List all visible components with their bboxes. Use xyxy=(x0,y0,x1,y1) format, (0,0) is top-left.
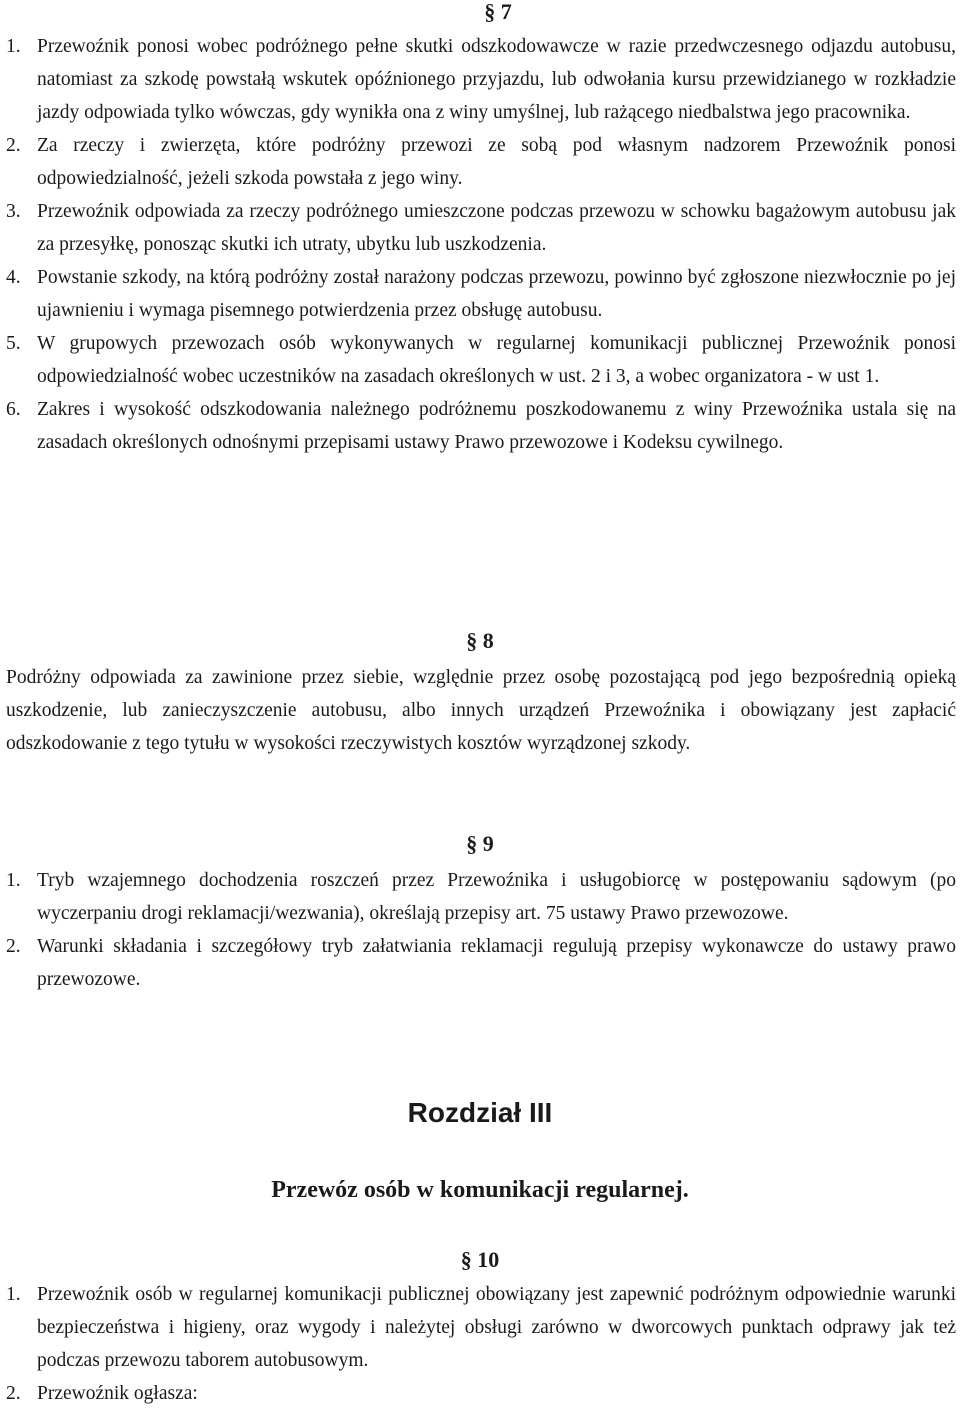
item-text: Tryb wzajemnego dochodzenia roszczeń przez Przewoźnika i usługobiorcę w postępowaniu sądowym (po wyczerpaniu drogi reklamacji/wezwania), określają przepisy art. 75 ustawy Prawo przewozowe. xyxy=(37,870,956,924)
section-7-item-6 xyxy=(6,393,956,459)
section-10-heading: § 10 xyxy=(460,1247,500,1272)
section-7-item-5 xyxy=(6,327,956,393)
section-9-heading: § 9 xyxy=(466,831,494,856)
item-text: Przewoźnik odpowiada za rzeczy podróżnego umieszczone podczas przewozu w schowku bagażowym autobusu jak za przesyłkę, ponosząc skutki ich utraty, ubytku lub uszkodzenia. xyxy=(37,201,956,255)
section-8-paragraph: Podróżny odpowiada za zawinione przez siebie, względnie przez osobę pozostającą pod jego bezpośrednią opieką uszkodzenie, lub zanieczyszczenie autobusu, albo innych urządzeń Przewoźnika i obowiązany jest zapłacić odszkodowanie z tego tytułu w wysokości rzeczywistych kosztów wyrządzonej szkody. xyxy=(6,667,956,754)
item-number: 2. xyxy=(6,1383,21,1404)
item-text: Przewoźnik osób w regularnej komunikacji publicznej obowiązany jest zapewnić podróżnym odpowiednie warunki bezpieczeństwa i higieny, oraz wygody i należytej obsługi zarówno w dworcowych punktach odprawy jak też podczas przewozu taborem autobusowym. xyxy=(37,1284,956,1371)
section-7-list xyxy=(6,30,956,459)
item-number: 5. xyxy=(6,333,21,354)
section-9-item-2 xyxy=(6,930,956,996)
section-10-item-2 xyxy=(6,1377,956,1410)
item-number: 1. xyxy=(6,36,21,57)
item-number: 2. xyxy=(6,135,21,156)
section-7-item-1 xyxy=(6,30,956,129)
section-7-item-4 xyxy=(6,261,956,327)
item-text: Zakres i wysokość odszkodowania należnego podróżnemu poszkodowanemu z winy Przewoźnika ustala się na zasadach określonych odnośnymi przepisami ustawy Prawo przewozowe i Kodeksu cywilnego. xyxy=(37,399,956,453)
item-text: Przewoźnik ponosi wobec podróżnego pełne skutki odszkodowawcze w razie przedwczesnego odjazdu autobusu, natomiast za szkodę powstałą wskutek opóźnionego przyjazdu, lub odwołania kursu przewidzianego w rozkładzie jazdy odpowiada tylko wówczas, gdy wynikła ona z winy umyślnej, lub rażącego niedbalstwa jego pracownika. xyxy=(37,36,956,123)
item-number: 1. xyxy=(6,870,21,891)
section-7-item-3 xyxy=(6,195,956,261)
item-text: W grupowych przewozach osób wykonywanych w regularnej komunikacji publicznej Przewoźnik ponosi odpowiedzialność wobec uczestników na zasadach określonych w ust. 2 i 3, a wobec organizatora - w ust 1. xyxy=(37,333,956,387)
section-7-item-2 xyxy=(6,129,956,195)
section-10-item-1 xyxy=(6,1278,956,1377)
section-9-item-1 xyxy=(6,864,956,930)
item-text: Powstanie szkody, na którą podróżny został narażony podczas przewozu, powinno być zgłoszone niezwłocznie po jej ujawnieniu i wymaga pisemnego potwierdzenia przez obsługę autobusu. xyxy=(37,267,956,321)
item-text: Warunki składania i szczegółowy tryb załatwiania reklamacji regulują przepisy wykonawcze do ustawy prawo przewozowe. xyxy=(37,936,956,990)
item-number: 3. xyxy=(6,201,21,222)
chapter-title: Rozdział III xyxy=(407,1097,553,1128)
chapter-subtitle: Przewóz osób w komunikacji regularnej. xyxy=(271,1177,689,1203)
section-8-heading: § 8 xyxy=(466,628,494,653)
item-number: 4. xyxy=(6,267,21,288)
section-9-list xyxy=(6,864,956,996)
item-text: Przewoźnik ogłasza: xyxy=(37,1383,198,1404)
item-number: 1. xyxy=(6,1284,21,1305)
item-text: Za rzeczy i zwierzęta, które podróżny przewozi ze sobą pod własnym nadzorem Przewoźnik ponosi odpowiedzialność, jeżeli szkoda powstała z jego winy. xyxy=(37,135,956,189)
item-number: 6. xyxy=(6,399,21,420)
item-number: 2. xyxy=(6,936,21,957)
section-10-list xyxy=(6,1278,956,1410)
section-7-heading: § 7 xyxy=(484,0,512,24)
